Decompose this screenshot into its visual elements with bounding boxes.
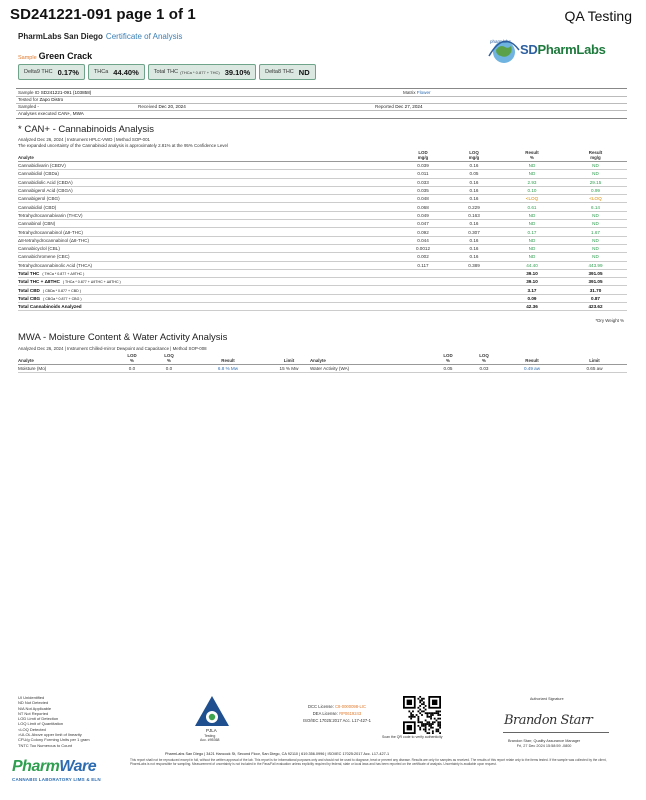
table-row xyxy=(18,186,627,194)
loq-value: 0.163 xyxy=(448,211,500,219)
info-label: Instrument xyxy=(67,137,88,142)
result-pct: 39.10 xyxy=(500,278,564,286)
abbreviations-list xyxy=(18,695,90,748)
analyte-name: Cannabigerol (CBG) xyxy=(18,195,398,203)
col-lod xyxy=(398,150,448,162)
loq-value: 0.307 xyxy=(448,228,500,236)
pjla-accreditation-icon xyxy=(193,694,231,734)
abbreviation-item: >ULOL Above upper limit of linearity xyxy=(18,732,82,738)
loq-value: 0.389 xyxy=(448,261,500,269)
pharmlabs-logo-icon xyxy=(486,34,522,70)
mwa-analysis-info: Analyzed Dec 26, 2024 | Instrument Chilled-mirror Dewpoint and Capacitance | Method SOP-008 xyxy=(18,346,207,351)
mwa-loq2: 0.03 xyxy=(466,365,502,373)
meta-label: Reported xyxy=(375,104,394,109)
loq-value xyxy=(448,286,500,294)
table-row xyxy=(18,211,627,219)
result-mgg: <LOQ xyxy=(564,195,627,203)
result-mgg: 31.70 xyxy=(564,286,627,294)
analyte-name: Tetrahydrocannabivarin (THCV) xyxy=(18,211,398,219)
info-label: Instrument xyxy=(67,346,88,351)
logo-part1: SD xyxy=(520,42,538,57)
total-name: Total THC + Δ8THC xyxy=(18,279,60,285)
meta-analyses xyxy=(18,111,84,116)
loq-value: 0.16 xyxy=(448,186,500,194)
page-title: SD241221-091 page 1 of 1 xyxy=(10,6,196,23)
result-pct: ND xyxy=(500,244,564,252)
table-row xyxy=(18,261,627,269)
lod-value: 0.049 xyxy=(398,211,448,219)
col-result: Result xyxy=(188,353,268,365)
table-row xyxy=(18,253,627,261)
col-label: Result xyxy=(525,150,539,155)
abbreviation-item: UI Unidentified xyxy=(18,695,45,700)
sample-tag: Sample xyxy=(18,55,37,61)
pharmware-logo xyxy=(12,758,96,776)
total-name: Total Cannabinoids Analyzed xyxy=(18,304,82,310)
loq-value: 0.16 xyxy=(448,178,500,186)
col-loq2 xyxy=(466,353,502,365)
license-value: RP0619243 xyxy=(339,711,362,716)
signature-image: Brandon Starr xyxy=(504,713,593,728)
pjla-sub: Testing xyxy=(204,734,216,738)
info-label: Analyzed xyxy=(18,137,37,142)
col-unit: mg/g xyxy=(417,155,429,160)
meta-label: Sampled xyxy=(18,104,37,109)
meta-value: Dec 20, 2024 xyxy=(158,104,186,109)
mwa-result2: 0.49 aw xyxy=(502,365,562,373)
col-label: LOD xyxy=(418,150,428,155)
document-type: Certificate of Analysis xyxy=(105,32,183,41)
legal-disclaimer: This report shall not be reproduced except in full, without the written approval of the lab. This report is for informational purposes only and should not be used to diagnose, treat or prevent any disease. Results are only for samples as received. The results of this report relate only to the items tested. If the sample was collected by the client, PharmLabs is not responsible for sampling. Measurement of uncertainty is not included in the Pass/Fail evaluation unless explicitly required by federal, state or local laws and has been reported on the certificate of analysis. Uncertainty is available upon request. xyxy=(130,758,607,766)
lod-value xyxy=(398,286,448,294)
divider xyxy=(16,88,627,89)
col-limit: Limit xyxy=(268,353,310,365)
meta-reported xyxy=(375,104,423,109)
loq-value: 0.16 xyxy=(448,195,500,203)
col-result2: Result xyxy=(502,353,562,365)
pill-delta9 xyxy=(18,64,85,80)
signature-header: Authorized Signature xyxy=(530,697,564,701)
lod-value: 0.033 xyxy=(398,178,448,186)
cannabinoid-rows xyxy=(18,162,627,311)
result-pct: 0.17 xyxy=(500,228,564,236)
result-pct: 44.40 xyxy=(500,261,564,269)
meta-label: Matrix xyxy=(403,90,416,95)
lod-value: 0.092 xyxy=(398,228,448,236)
table-row xyxy=(18,178,627,186)
meta-received xyxy=(138,104,186,109)
lab-name xyxy=(18,32,182,41)
result-mgg: 1.67 xyxy=(564,228,627,236)
lod-value: 0.048 xyxy=(398,195,448,203)
dry-weight-note: *Dry Weight % xyxy=(595,318,624,323)
lod-value: 0.068 xyxy=(398,203,448,211)
lod-value xyxy=(398,303,448,311)
result-pct: ND xyxy=(500,253,564,261)
pill-value: ND xyxy=(298,67,310,77)
meta-matrix xyxy=(403,90,431,95)
abbreviation-item: ND Not Detected xyxy=(18,700,49,706)
result-pct: ND xyxy=(500,211,564,219)
col-analyte: Analyte xyxy=(18,353,114,365)
result-mgg: ND xyxy=(564,170,627,178)
mwa-analyte: Moisture (Mo) xyxy=(18,365,114,373)
result-mgg: 29.15 xyxy=(564,178,627,186)
col-analyte: Analyte xyxy=(18,150,398,162)
info-label: Method xyxy=(172,346,188,351)
result-mgg: 0.99 xyxy=(564,186,627,194)
divider xyxy=(16,103,627,104)
meta-label: Tested for xyxy=(18,97,39,102)
license-value: C8-0000098-LIC xyxy=(335,704,366,709)
meta-tested-for xyxy=(18,97,63,102)
analyte-name: Cannabidiolic Acid (CBDA) xyxy=(18,178,398,186)
analyte-name: Cannabidiol (CBDa) xyxy=(18,170,398,178)
col-label: LOQ xyxy=(479,353,489,358)
analyte-name: Tetrahydrocannabinolic Acid (THCA) xyxy=(18,261,398,269)
lab-address: PharmLabs San Diego | 3421 Hancock St, Second Floor, San Diego, CA 92110 | 619.356.0996 | ISO/IEC 17025:2017 Acc. L17-427-1 xyxy=(165,752,390,756)
pjla-acc: Acc. #95368 xyxy=(200,738,220,742)
pill-delta8 xyxy=(259,64,315,80)
pjla-label: PJLA xyxy=(206,728,217,733)
col-loq xyxy=(448,150,500,162)
col-loq xyxy=(150,353,188,365)
abbreviation-item: TNTC Too Numerous to Count xyxy=(18,742,72,748)
total-row xyxy=(18,303,627,311)
signer-name: Brandon Starr, Quality Assurance Manager xyxy=(508,739,581,743)
loq-value: 0.16 xyxy=(448,162,500,170)
loq-value: 0.05 xyxy=(448,170,500,178)
pill-label: Total THC xyxy=(153,69,179,75)
abbreviation-item: CFU/g Colony Forming Units per 1 gram xyxy=(18,737,90,743)
analyte-name: Cannabidivarin (CBDV) xyxy=(18,162,398,170)
col-label: LOQ xyxy=(164,353,174,358)
analyte-name: Tetrahydrocannabinol (Δ9-THC) xyxy=(18,228,398,236)
lod-value xyxy=(398,278,448,286)
col-label: LOD xyxy=(127,353,137,358)
total-formula: ( CBGa * 0.877 + CBG ) xyxy=(43,296,82,301)
license-info xyxy=(287,703,387,724)
result-mgg: 423.62 xyxy=(564,303,627,311)
qa-testing-label: QA Testing xyxy=(564,8,632,24)
lod-value: 0.117 xyxy=(398,261,448,269)
can-section-title: * CAN+ - Cannabinoids Analysis xyxy=(18,124,154,135)
pill-value: 39.10% xyxy=(224,67,251,77)
analyte-name: Cannabicyclol (CBL) xyxy=(18,244,398,252)
lod-value: 0.039 xyxy=(398,162,448,170)
lod-value: 0.0012 xyxy=(398,244,448,252)
pill-note: (THCa * 0.877 + THC) xyxy=(180,69,220,75)
divider xyxy=(16,110,627,111)
signature-line xyxy=(503,732,609,733)
meta-value: - xyxy=(37,104,39,109)
total-row xyxy=(18,278,627,286)
meta-value: Flower xyxy=(416,90,431,95)
result-pct: 2.93 xyxy=(500,178,564,186)
result-mgg: ND xyxy=(564,253,627,261)
result-mgg: ND xyxy=(564,244,627,252)
logo-text xyxy=(520,42,606,57)
mwa-table xyxy=(18,353,627,373)
result-mgg: 0.87 xyxy=(564,294,627,302)
col-lod2 xyxy=(430,353,466,365)
col-lod xyxy=(114,353,150,365)
col-unit: mg/g xyxy=(468,155,480,160)
abbreviation-item: NT Not Reported xyxy=(18,710,49,716)
can-uncertainty: The expanded uncertainty of the Cannabinoid analysis is approximately 2.81% at the 95% Confidence Level xyxy=(18,143,228,148)
meta-value: SD241221-091 (103858) xyxy=(40,90,92,95)
loq-value: 0.16 xyxy=(448,220,500,228)
meta-sample-id xyxy=(18,90,91,95)
total-formula: ( CBDa * 0.877 + CBD ) xyxy=(42,288,81,293)
mwa-result: 6.8 % Mw xyxy=(188,365,268,373)
result-mgg: 391.05 xyxy=(564,278,627,286)
pill-value: 44.40% xyxy=(113,67,139,77)
result-pct: 0.61 xyxy=(500,203,564,211)
result-mgg: ND xyxy=(564,211,627,219)
meta-sampled xyxy=(18,104,39,109)
total-name: Total CBD xyxy=(18,287,40,293)
potency-summary xyxy=(18,64,316,80)
analyte-name: Cannabichromene (CBC) xyxy=(18,253,398,261)
mwa-limit2: 0.65 aw xyxy=(562,365,627,373)
col-label: LOQ xyxy=(469,150,479,155)
signer-info xyxy=(508,739,580,748)
loq-value: 0.16 xyxy=(448,236,500,244)
table-row xyxy=(18,170,627,178)
info-label: Analyzed xyxy=(18,346,37,351)
result-pct: <LOQ xyxy=(500,195,564,203)
table-row xyxy=(18,220,627,228)
mwa-lod2: 0.05 xyxy=(430,365,466,373)
brand-part1: Pharm xyxy=(12,758,60,775)
loq-value xyxy=(448,303,500,311)
logo-part2: PharmLabs xyxy=(537,42,606,57)
sample-name-line xyxy=(18,51,92,61)
lod-value xyxy=(398,269,448,277)
result-pct: ND xyxy=(500,170,564,178)
info-value: SOP-008 xyxy=(188,346,207,351)
loq-value xyxy=(448,294,500,302)
meta-value: CAN+, MWA xyxy=(57,111,84,116)
mwa-analyte2: Water Activity (WA) xyxy=(310,365,430,373)
sign-date: Fri, 27 Dec 2024 15:58:59 -0800 xyxy=(516,743,572,748)
table-row xyxy=(18,203,627,211)
license-label: DEA License: xyxy=(312,711,338,716)
logo-ring-text: pharmlabs xyxy=(490,39,512,44)
abbreviation-item: <LOQ Detected xyxy=(18,726,46,732)
analyte-name: Cannabinol (CBN) xyxy=(18,220,398,228)
divider xyxy=(16,118,627,119)
loq-value: 0.229 xyxy=(448,203,500,211)
info-value: Dec 26, 2024 xyxy=(37,346,64,351)
table-row xyxy=(18,228,627,236)
total-name: Total THC xyxy=(18,271,40,276)
col-unit: mg/g xyxy=(590,155,601,160)
result-mgg: 443.99 xyxy=(564,261,627,269)
total-analyte xyxy=(18,278,398,286)
total-row xyxy=(18,269,627,277)
pill-total-thc xyxy=(148,64,256,80)
loq-value: 0.16 xyxy=(448,244,500,252)
cannabinoid-table xyxy=(18,150,627,311)
analyte-name: Cannabidiol (CBD) xyxy=(18,203,398,211)
pill-label: Delta9 THC xyxy=(24,69,53,75)
pill-value: 0.17% xyxy=(57,67,79,77)
info-value: Dec 26, 2024 xyxy=(37,137,64,142)
result-mgg: ND xyxy=(564,236,627,244)
result-pct: 39.10 xyxy=(500,269,564,277)
pill-label: Delta8 THC xyxy=(265,69,294,75)
pill-thca xyxy=(88,64,145,80)
meta-value: Dec 27, 2024 xyxy=(395,104,423,109)
result-pct: 42.36 xyxy=(500,303,564,311)
brand-part2: Ware xyxy=(59,758,97,775)
col-unit: % xyxy=(446,358,450,363)
result-pct: ND xyxy=(500,162,564,170)
info-value: Chilled-mirror Dewpoint and Capacitance xyxy=(89,346,170,351)
analyte-name: Δ8-tetrahydrocannabinol (Δ8-THC) xyxy=(18,236,398,244)
meta-label: Analyses executed xyxy=(18,111,57,116)
info-value: HPLC-VWD xyxy=(89,137,113,142)
col-unit: % xyxy=(167,358,171,363)
lod-value: 0.002 xyxy=(398,253,448,261)
col-limit2: Limit xyxy=(562,353,627,365)
info-label: Method xyxy=(116,137,131,142)
col-unit: % xyxy=(130,358,134,363)
analyte-name: Cannabigerol Acid (CBGA) xyxy=(18,186,398,194)
pjla-text xyxy=(200,734,219,742)
lod-value: 0.035 xyxy=(398,186,448,194)
iso-accreditation: ISO/IEC 17025:2017 Acc. L17-427-1 xyxy=(303,718,371,723)
lab-name-text: PharmLabs San Diego xyxy=(18,32,103,41)
loq-value: 0.16 xyxy=(448,253,500,261)
mwa-lod: 0.0 xyxy=(114,365,150,373)
col-label: Result xyxy=(588,150,603,155)
col-analyte2: Analyte xyxy=(310,353,430,365)
table-row xyxy=(18,195,627,203)
sample-name: Green Crack xyxy=(38,51,93,61)
col-unit: % xyxy=(530,155,534,160)
table-row xyxy=(18,244,627,252)
abbreviation-item: LOD Limit of Detection xyxy=(18,716,59,722)
result-pct: 3.17 xyxy=(500,286,564,294)
result-pct: 0.10 xyxy=(500,186,564,194)
lod-value: 0.044 xyxy=(398,236,448,244)
meta-label: Sample ID xyxy=(18,90,40,95)
loq-value xyxy=(448,278,500,286)
mwa-loq: 0.0 xyxy=(150,365,188,373)
total-analyte xyxy=(18,294,398,302)
mwa-section-title: MWA - Moisture Content & Water Activity Analysis xyxy=(18,332,228,343)
lod-value: 0.011 xyxy=(398,170,448,178)
pill-label: THCa xyxy=(93,69,109,75)
result-mgg: 6.14 xyxy=(564,203,627,211)
total-analyte xyxy=(18,269,398,277)
can-analysis-info: Analyzed Dec 26, 2024 | Instrument HPLC-VWD | Method SOP-001 xyxy=(18,137,150,142)
divider xyxy=(16,96,627,97)
col-unit: % xyxy=(482,358,486,363)
pharmware-tagline: CANNABIS LABORATORY LIMS & ELN xyxy=(12,777,101,782)
lod-value: 0.047 xyxy=(398,220,448,228)
total-name: Total CBG xyxy=(18,295,41,301)
info-value: SOP-001 xyxy=(131,137,150,142)
meta-value: Zapo Distro xyxy=(39,97,64,102)
license-label: DCC License: xyxy=(308,704,334,709)
col-label: LOD xyxy=(443,353,453,358)
qr-caption: Scan the QR code to verify authenticity xyxy=(382,735,443,739)
result-mgg: 391.05 xyxy=(564,269,627,277)
result-pct: 0.09 xyxy=(500,294,564,302)
total-formula: ( THCa * 0.877 + Δ9THC + Δ8THC ) xyxy=(62,280,121,285)
verification-qr-code[interactable] xyxy=(403,696,441,734)
total-row xyxy=(18,286,627,294)
col-result-pct xyxy=(500,150,564,162)
table-row xyxy=(18,365,627,373)
total-analyte xyxy=(18,303,398,311)
total-analyte xyxy=(18,286,398,294)
loq-value xyxy=(448,269,500,277)
result-pct: ND xyxy=(500,220,564,228)
result-mgg: ND xyxy=(564,162,627,170)
abbreviation-item: N/A Not Applicable xyxy=(18,705,52,711)
mwa-limit: 15 % Mw xyxy=(268,365,310,373)
table-row xyxy=(18,162,627,170)
total-formula: ( THCa * 0.877 + Δ9THC ) xyxy=(42,272,85,276)
abbreviation-item: LOQ Limit of Quantitation xyxy=(18,721,64,727)
col-result-mgg xyxy=(564,150,627,162)
table-row xyxy=(18,236,627,244)
result-mgg: ND xyxy=(564,220,627,228)
result-pct: ND xyxy=(500,236,564,244)
lod-value xyxy=(398,294,448,302)
total-row xyxy=(18,294,627,302)
meta-label: Received xyxy=(138,104,158,109)
